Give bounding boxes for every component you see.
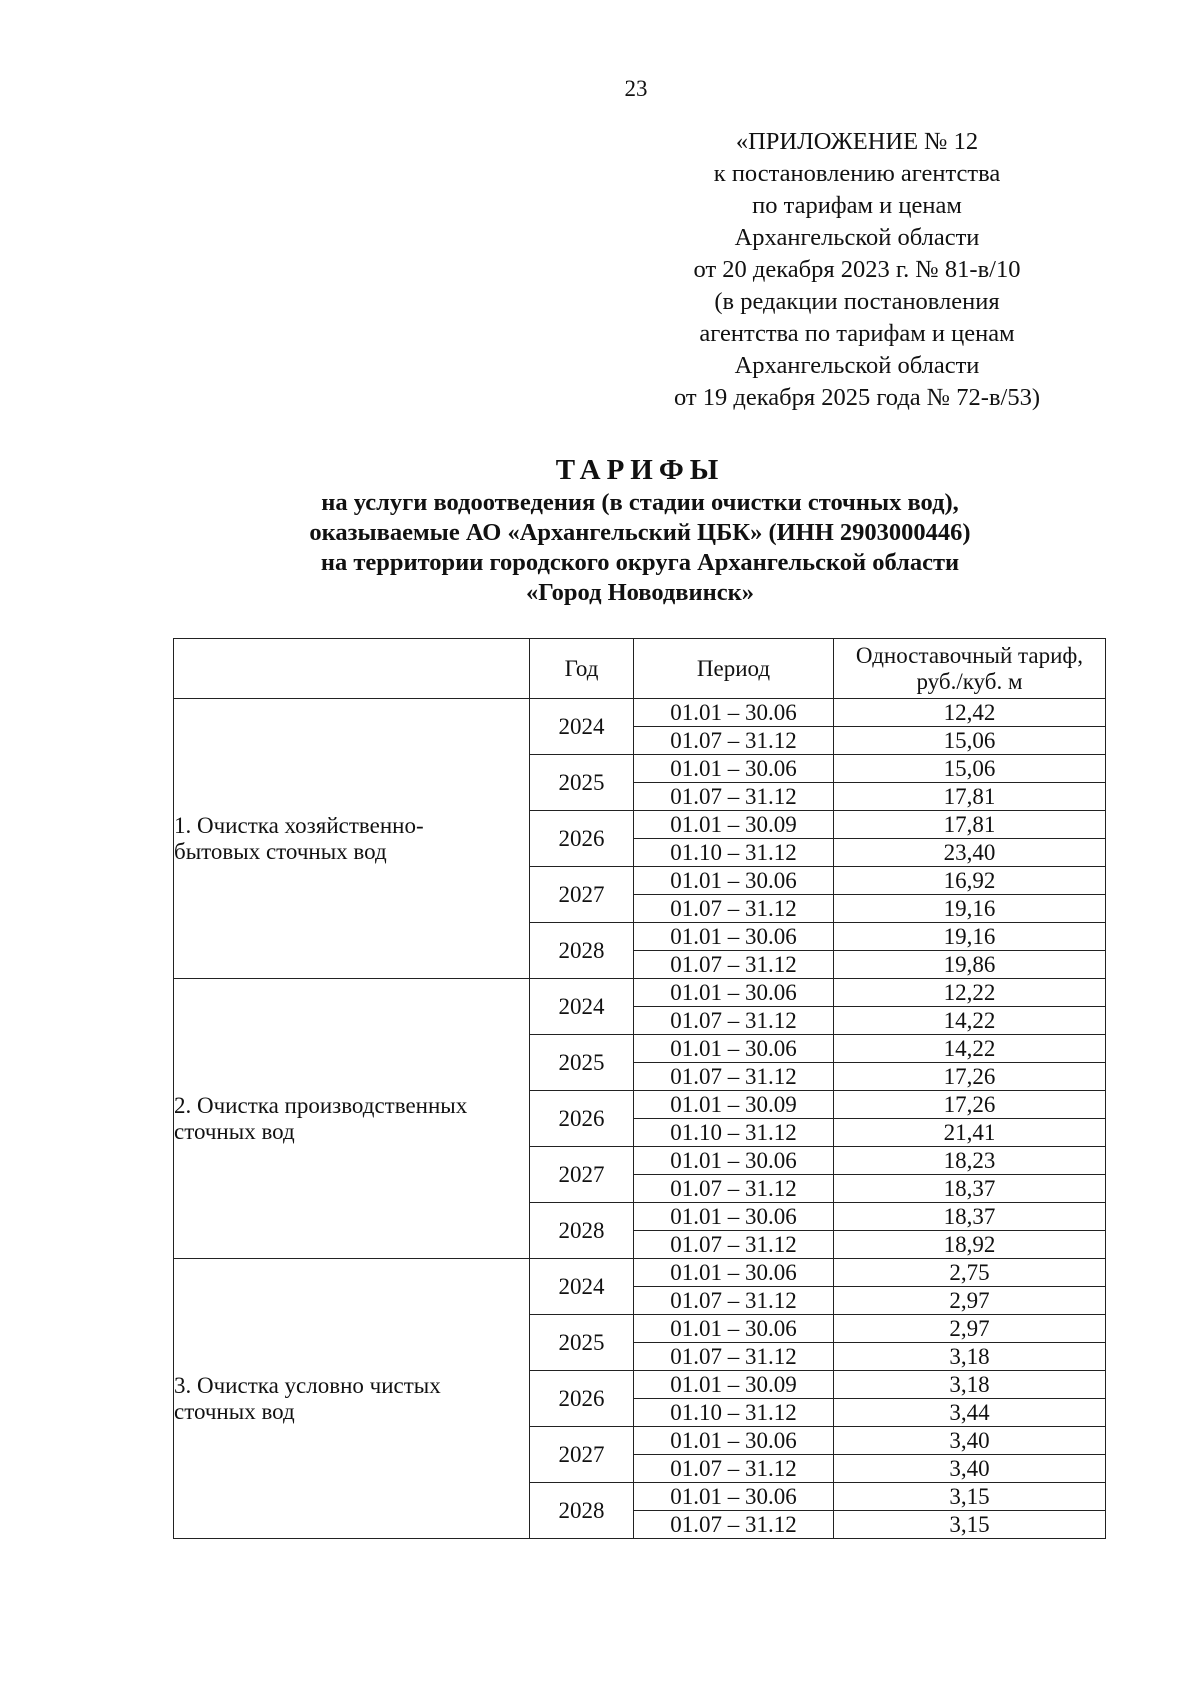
tariff-value-cell: 2,97 (834, 1315, 1106, 1343)
category-cell (174, 1259, 530, 1539)
tariff-value-cell: 21,41 (834, 1119, 1106, 1147)
period-cell: 01.07 – 31.12 (634, 895, 834, 923)
period-cell: 01.01 – 30.06 (634, 1147, 834, 1175)
tariff-value-cell: 19,86 (834, 951, 1106, 979)
tariff-value-cell: 3,18 (834, 1343, 1106, 1371)
tariff-value-cell: 12,42 (834, 699, 1106, 727)
tariff-value-cell: 2,97 (834, 1287, 1106, 1315)
year-cell: 2025 (530, 1315, 634, 1371)
tariff-value-cell: 3,15 (834, 1511, 1106, 1539)
period-cell: 01.07 – 31.12 (634, 1175, 834, 1203)
period-cell: 01.01 – 30.09 (634, 811, 834, 839)
tariff-value-cell: 15,06 (834, 727, 1106, 755)
category-cell (174, 979, 530, 1259)
tariff-value-cell: 17,81 (834, 783, 1106, 811)
period-cell: 01.01 – 30.06 (634, 1203, 834, 1231)
period-cell: 01.01 – 30.06 (634, 755, 834, 783)
category-name-line: 3. Очистка условно чистых (174, 1372, 441, 1398)
document-subtitle-line: «Город Новодвинск» (525, 579, 755, 606)
category-name-line: бытовых сточных вод (174, 838, 387, 864)
tariff-value-cell: 16,92 (834, 867, 1106, 895)
header-tariff-line: Одноставочный тариф, (855, 642, 1084, 668)
document-title-block (160, 452, 1120, 608)
tariff-value-cell: 18,37 (834, 1175, 1106, 1203)
header-tariff-line: руб./куб. м (916, 668, 1023, 694)
tariff-value-cell: 17,81 (834, 811, 1106, 839)
tariff-value-cell: 17,26 (834, 1063, 1106, 1091)
year-cell: 2027 (530, 1147, 634, 1203)
period-cell: 01.01 – 30.06 (634, 699, 834, 727)
tariff-table-body (174, 699, 1106, 1539)
year-cell: 2024 (530, 979, 634, 1035)
period-cell: 01.10 – 31.12 (634, 1119, 834, 1147)
period-cell: 01.01 – 30.06 (634, 867, 834, 895)
appendix-line: к постановлению агентства (713, 160, 1001, 187)
page-number: 23 (624, 76, 648, 101)
year-cell: 2027 (530, 1427, 634, 1483)
period-cell: 01.07 – 31.12 (634, 1063, 834, 1091)
table-row (174, 979, 1106, 1007)
appendix-line: от 19 декабря 2025 года № 72-в/53) (673, 384, 1040, 411)
tariff-value-cell: 2,75 (834, 1259, 1106, 1287)
year-cell: 2025 (530, 755, 634, 811)
year-cell: 2026 (530, 1371, 634, 1427)
period-cell: 01.07 – 31.12 (634, 1511, 834, 1539)
category-name-line: сточных вод (174, 1118, 295, 1144)
category-cell (174, 699, 530, 979)
appendix-header (620, 126, 1094, 414)
tariff-value-cell: 19,16 (834, 895, 1106, 923)
header-tariff (834, 639, 1106, 699)
category-name-line: сточных вод (174, 1398, 295, 1424)
period-cell: 01.07 – 31.12 (634, 727, 834, 755)
year-cell: 2024 (530, 1259, 634, 1315)
table-row (174, 699, 1106, 727)
year-cell: 2026 (530, 811, 634, 867)
year-cell: 2026 (530, 1091, 634, 1147)
tariff-value-cell: 19,16 (834, 923, 1106, 951)
appendix-line: (в редакции постановления (714, 288, 1000, 315)
period-cell: 01.01 – 30.06 (634, 1483, 834, 1511)
tariff-table (173, 638, 1106, 1539)
tariff-value-cell: 3,15 (834, 1483, 1106, 1511)
period-cell: 01.07 – 31.12 (634, 1007, 834, 1035)
tariff-value-cell: 18,23 (834, 1147, 1106, 1175)
period-cell: 01.07 – 31.12 (634, 1343, 834, 1371)
document-subtitle-line: оказываемые АО «Архангельский ЦБК» (ИНН 2903000446) (309, 519, 971, 546)
tariff-value-cell: 3,40 (834, 1427, 1106, 1455)
period-cell: 01.07 – 31.12 (634, 783, 834, 811)
appendix-line: от 20 декабря 2023 г. № 81-в/10 (693, 256, 1021, 283)
period-cell: 01.10 – 31.12 (634, 1399, 834, 1427)
period-cell: 01.01 – 30.06 (634, 923, 834, 951)
tariff-value-cell: 18,37 (834, 1203, 1106, 1231)
tariff-value-cell: 14,22 (834, 1007, 1106, 1035)
table-header-row (174, 639, 1106, 699)
document-subtitle-line: на услуги водоотведения (в стадии очистки сточных вод), (321, 489, 959, 516)
category-name-line: 1. Очистка хозяйственно- (174, 812, 424, 838)
period-cell: 01.01 – 30.09 (634, 1371, 834, 1399)
period-cell: 01.01 – 30.06 (634, 1035, 834, 1063)
tariff-value-cell: 23,40 (834, 839, 1106, 867)
tariff-value-cell: 14,22 (834, 1035, 1106, 1063)
tariff-value-cell: 18,92 (834, 1231, 1106, 1259)
document-subtitle-line: на территории городского округа Архангельской области (320, 549, 960, 576)
tariff-value-cell: 3,44 (834, 1399, 1106, 1427)
year-cell: 2027 (530, 867, 634, 923)
tariff-value-cell: 12,22 (834, 979, 1106, 1007)
header-period: Период (634, 639, 834, 699)
table-row (174, 1259, 1106, 1287)
appendix-line: агентства по тарифам и ценам (699, 320, 1015, 347)
appendix-line: «ПРИЛОЖЕНИЕ № 12 (735, 128, 979, 155)
category-name-line: 2. Очистка производственных (174, 1092, 468, 1118)
period-cell: 01.01 – 30.06 (634, 1315, 834, 1343)
appendix-line: Архангельской области (734, 224, 980, 251)
tariff-value-cell: 15,06 (834, 755, 1106, 783)
year-cell: 2024 (530, 699, 634, 755)
period-cell: 01.01 – 30.06 (634, 979, 834, 1007)
year-cell: 2025 (530, 1035, 634, 1091)
header-year: Год (530, 639, 634, 699)
year-cell: 2028 (530, 1203, 634, 1259)
period-cell: 01.07 – 31.12 (634, 1287, 834, 1315)
tariff-value-cell: 17,26 (834, 1091, 1106, 1119)
appendix-line: по тарифам и ценам (752, 192, 962, 219)
period-cell: 01.01 – 30.06 (634, 1259, 834, 1287)
period-cell: 01.01 – 30.09 (634, 1091, 834, 1119)
period-cell: 01.10 – 31.12 (634, 839, 834, 867)
period-cell: 01.07 – 31.12 (634, 951, 834, 979)
appendix-line: Архангельской области (734, 352, 980, 379)
tariff-value-cell: 3,18 (834, 1371, 1106, 1399)
header-category (174, 639, 530, 699)
period-cell: 01.07 – 31.12 (634, 1455, 834, 1483)
year-cell: 2028 (530, 923, 634, 979)
document-title: ТАРИФЫ (555, 454, 725, 486)
tariff-value-cell: 3,40 (834, 1455, 1106, 1483)
period-cell: 01.07 – 31.12 (634, 1231, 834, 1259)
period-cell: 01.01 – 30.06 (634, 1427, 834, 1455)
year-cell: 2028 (530, 1483, 634, 1539)
